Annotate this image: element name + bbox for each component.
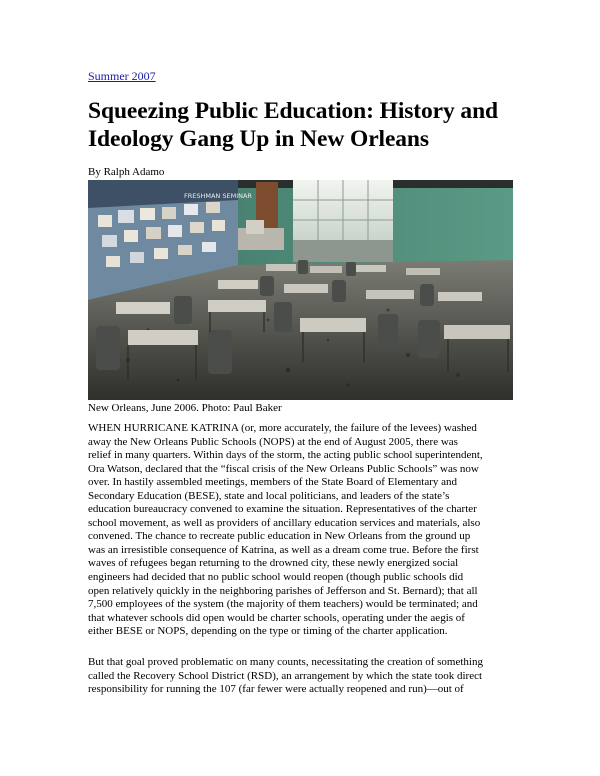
title-line-2: Ideology Gang Up in New Orleans	[88, 126, 429, 152]
paragraph-line: over. In hastily assembled meetings, members of the State Board of Elementary and	[88, 476, 458, 489]
paragraph-line: was an irresistible consequence of Katrina, as well as a dream come true. Before the first	[88, 543, 479, 556]
paragraph-line: called the Recovery School District (RSD), an arrangement by which the state took direct	[88, 669, 483, 682]
classroom-photo-illustration	[88, 180, 513, 400]
paragraph-line: open relatively quickly in the neighboring parishes of Jefferson and St. Bernard); that all	[88, 584, 478, 597]
issue-link[interactable]: Summer 2007	[88, 69, 156, 83]
photo-caption: New Orleans, June 2006. Photo: Paul Baker	[88, 402, 282, 414]
paragraph-line: WHEN HURRICANE KATRINA (or, more accurately, the failure of the levees) washed	[88, 422, 477, 434]
title-line-1: Squeezing Public Education: History and	[88, 98, 499, 124]
paragraph-line: Ora Watson, declared that the “fiscal crisis of the New Orleans Public Schools” was now	[88, 462, 479, 475]
body-paragraph-2	[88, 656, 516, 697]
body-paragraph-1	[88, 422, 516, 639]
paragraph-line: Secondary Education (BESE), state and local politicians, and leaders of the state’s	[88, 489, 450, 502]
paragraph-line: that whatever schools did open would be charter schools, operating under the aegis of	[88, 611, 465, 624]
paragraph-line: waves of refugees began returning to the drowned city, these newly energized social	[88, 557, 459, 570]
paragraph-line: engineers had decided that no public school would reopen (though public schools did	[88, 571, 464, 584]
classroom-photo	[88, 180, 513, 400]
paragraph-line: either BESE or NOPS, depending on the type or timing of the charter application.	[88, 625, 448, 638]
paragraph-line: school movement, as well as providers of ancillary education services and materials, also	[88, 516, 481, 529]
paragraph-line: convened. The chance to recreate public education in New Orleans from the ground up	[88, 530, 471, 543]
paragraph-line: relief in many quarters. Within days of the storm, the acting public school superintendent,	[88, 449, 483, 462]
paragraph-line: But that goal proved problematic on many counts, necessitating the creation of something	[88, 656, 483, 668]
byline: By Ralph Adamo	[88, 166, 165, 178]
article-title	[88, 97, 528, 153]
paragraph-line: away the New Orleans Public Schools (NOPS) at the end of August 2005, there was	[88, 435, 458, 448]
paragraph-line: responsibility for running the 107 (far fewer were actually reopened and run)—out of	[88, 683, 464, 696]
paragraph-line: education bureaucracy convened to examine the situation. Representatives of the charter	[88, 503, 477, 516]
board-banner-text: FRESHMAN SEMINAR	[184, 192, 252, 200]
paragraph-line: 7,500 employees of the system (the majority of them teachers) would be terminated; and	[88, 598, 478, 611]
